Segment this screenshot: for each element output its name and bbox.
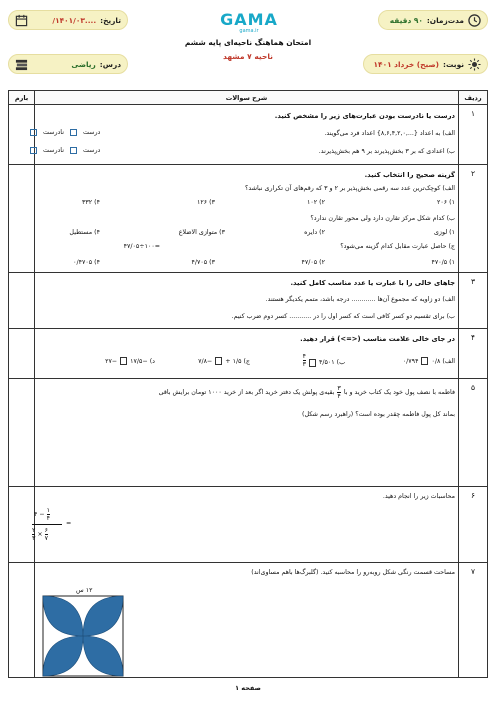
false-label: نادرست [43, 129, 64, 136]
question-line: الف) کوچک‌ترین عدد سه رقمی بخش‌پذیر بر ۲ و ۳ که رقم‌های آن تکراری نباشد؟ [245, 185, 455, 192]
question-number: ۷ [470, 567, 476, 576]
fraction-den: ۴ [46, 515, 51, 522]
sun-icon [468, 58, 481, 71]
true-label: درست [82, 129, 101, 136]
compare-b [303, 353, 345, 368]
date-label: تاریخ: [100, 15, 121, 25]
question-number: ۱ [470, 109, 476, 118]
duration-box [378, 10, 488, 30]
expression: ۴۷/۰۵÷۱۰۰= [123, 243, 160, 250]
option[interactable]: ۱) ۴۷۰/۵ [431, 259, 455, 266]
fraction [32, 527, 35, 542]
question-body [30, 487, 455, 563]
question-prompt: در جای خالی علامت مناسب (<=>) قرار دهید. [300, 335, 455, 343]
answer-box[interactable] [120, 357, 127, 365]
question-text: فاطمه با نصف پول خود یک کتاب خرید و با [343, 389, 455, 396]
fraction-num: ۴ [302, 353, 306, 360]
exam-header [8, 10, 488, 74]
option[interactable]: ۳) متوازی الاضلاع [178, 229, 225, 236]
question-prompt: درست یا نادرست بودن عبارت‌های زیر را مشخص کنید. [274, 112, 455, 120]
logo-subtext: gama.ir [239, 28, 259, 34]
question-body [30, 165, 455, 273]
option[interactable]: ۴) ۰/۴۷۰۵ [73, 259, 100, 266]
subject-value: ریاضی [71, 59, 96, 69]
question-row [9, 487, 487, 563]
question-row [9, 273, 487, 329]
true-checkbox[interactable] [70, 129, 77, 136]
compare-value: −۷/۸ [198, 357, 213, 365]
date-value: ....۱۴۰۱/۰۳/ [52, 15, 97, 25]
compare-value: ۰/۷۹۴ [402, 357, 419, 365]
exam-region: ناحیه ۷ مشهد [222, 52, 273, 61]
logo-text: GAMA [220, 10, 278, 29]
fraction-den: ۴ [337, 393, 341, 400]
question-prompt: محاسبات زیر را انجام دهید. [382, 493, 455, 500]
question-line: الف) به اعداد {...,۸,۶,۴,۲,۰} اعداد فرد می‌گویند. [324, 130, 455, 137]
date-box [8, 10, 128, 30]
question-line: ب) برای تقسیم دو کسر کافی است که کسر اول را در ........... کسر دوم ضرب کنیم. [231, 313, 455, 320]
tf-options [30, 129, 100, 136]
question-body [30, 329, 455, 379]
session-box [363, 54, 488, 74]
option[interactable]: ۲) دایره [304, 229, 325, 236]
question-row [9, 105, 487, 165]
question-line: ب) کدام شکل مرکز تقارن دارد ولی محور تقارن ندارد؟ [310, 215, 455, 222]
true-checkbox[interactable] [70, 147, 77, 154]
compare-c [198, 357, 250, 365]
question-line [159, 385, 455, 400]
clock-icon [468, 14, 481, 27]
answer-box[interactable] [421, 357, 428, 365]
expr-denominator [32, 527, 48, 542]
question-line: الف) دو زاویه که مجموع آن‌ها ............ درجه باشد، متمم یکدیگر هستند. [265, 296, 455, 303]
expr-numerator [34, 507, 50, 522]
subject-label: درس: [99, 59, 121, 69]
question-row [9, 329, 487, 379]
fraction-den: ۳ [32, 535, 36, 542]
question-number: ۶ [470, 491, 476, 500]
question-number: ۴ [470, 333, 476, 342]
option[interactable]: ۴) ۳۳۲ [81, 199, 100, 206]
session-label: نوبت: [443, 59, 464, 69]
fraction-den: ۷ [44, 535, 49, 542]
fraction-num: ۲ [32, 527, 36, 534]
compare-value: د) −۱۷/۵ [130, 357, 155, 365]
question-prompt: مساحت قسمت رنگی شکل روبه‌رو را محاسبه کنید. (گلبرگ‌ها باهم مساوی‌اند) [251, 569, 455, 576]
question-row [9, 379, 487, 487]
question-line: بماند کل پول فاطمه چقدر بوده است؟ (راهبرد رسم شکل) [301, 411, 455, 418]
question-prompt: جاهای خالی را با عبارت یا عدد مناسب کامل کنید. [290, 279, 455, 287]
compare-value: −۲۷ [105, 357, 118, 365]
question-line: ب) اعدادی که بر ۳ بخش‌پذیرند بر ۹ هم بخش‌پذیرند. [318, 148, 455, 155]
fraction-num: ۳ [337, 385, 341, 392]
question-line: ج) حاصل عبارت مقابل کدام گزینه می‌شود؟ [340, 243, 455, 250]
col-row-header: ردیف [464, 94, 482, 102]
fraction [303, 353, 306, 368]
false-checkbox[interactable] [30, 147, 37, 154]
fraction [337, 385, 340, 400]
question-number: ۵ [470, 383, 476, 392]
option[interactable]: ۲) ۴۷/۰۵ [301, 259, 325, 266]
option[interactable]: ۳) ۴/۷۰۵ [191, 259, 215, 266]
option[interactable]: ۴) مستطیل [69, 229, 100, 236]
compare-d [105, 357, 155, 365]
question-text: بقیه‌ی پولش یک دفتر خرید اگر بعد از خرید ۱۰۰۰ تومان برایش باقی [158, 389, 335, 396]
question-row [9, 563, 487, 677]
col-questions-header: شرح سوالات [225, 94, 268, 102]
compare-value: ب) ۴/۵۰۱ [318, 359, 345, 366]
equals-sign: = [66, 520, 72, 527]
compare-value: الف) ۰/۸ [431, 357, 455, 365]
answer-box[interactable] [309, 359, 316, 367]
question-row [9, 165, 487, 273]
question-body [30, 379, 455, 487]
times-sign: × [37, 531, 43, 538]
option[interactable]: ۱) ۲۰۶ [436, 199, 455, 206]
question-number: ۲ [470, 169, 476, 178]
col-score-header: بارم [14, 94, 29, 102]
true-label: درست [82, 147, 101, 154]
option[interactable]: ۳) ۱۲۶ [196, 199, 215, 206]
option[interactable]: ۲) ۱۰۲ [306, 199, 325, 206]
fraction-num: ۶ [44, 527, 49, 534]
side-length-label: ۱۲ س [76, 587, 93, 594]
question-number: ۳ [470, 277, 476, 286]
table-header-row [9, 91, 487, 105]
answer-box[interactable] [215, 357, 222, 365]
duration-label: مدت‌زمان: [426, 15, 464, 25]
fraction-num: ۱ [46, 507, 51, 514]
tf-options [30, 147, 100, 154]
expr-term: ۴ − [34, 511, 45, 518]
main-fraction-bar [32, 524, 62, 525]
option[interactable]: ۱) لوزی [434, 229, 455, 236]
question-body [30, 273, 455, 329]
false-label: نادرست [43, 147, 64, 154]
question-body [30, 563, 455, 677]
page-footer: صفحه ۱ [235, 684, 261, 692]
calendar-icon [15, 14, 28, 27]
gama-logo [213, 12, 285, 36]
exam-title: امتحان هماهنگ ناحیه‌ای پایه ششم [184, 38, 312, 47]
books-icon [15, 58, 28, 71]
compare-value: ج) ۱/۵ + [225, 357, 250, 365]
math-expression [32, 507, 92, 559]
false-checkbox[interactable] [30, 129, 37, 136]
fraction [45, 527, 48, 542]
fraction-den: ۳ [302, 361, 306, 368]
question-prompt: گزینه صحیح را انتخاب کنید. [364, 171, 455, 179]
question-body [30, 105, 455, 165]
petal-figure [42, 595, 124, 677]
fraction [47, 507, 50, 522]
session-value: (صبح) خرداد ۱۴۰۱ [373, 59, 440, 69]
compare-a [403, 357, 455, 365]
subject-box [8, 54, 128, 74]
duration-value: ۹۰ دقیقه [389, 15, 423, 25]
questions-table [8, 90, 488, 678]
